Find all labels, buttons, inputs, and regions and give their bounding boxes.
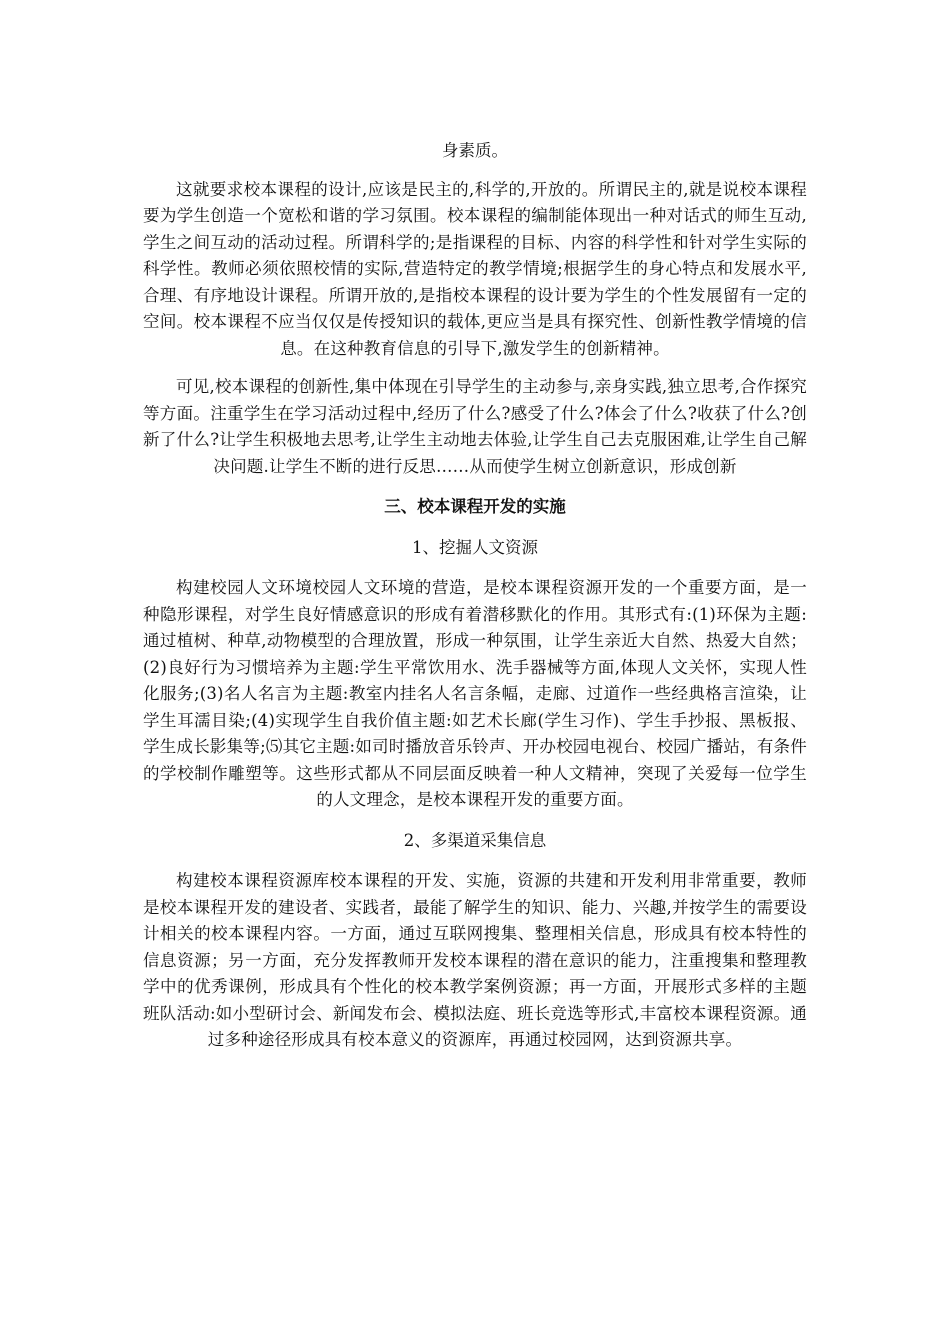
spacer: [143, 362, 807, 374]
spacer: [143, 814, 807, 828]
subsection-title-2: 2、多渠道采集信息: [403, 830, 547, 850]
subsection-title-1: 1、挖掘人文资源: [412, 537, 538, 557]
spacer: [143, 854, 807, 868]
document-page: [143, 138, 807, 1054]
spacer: [143, 480, 807, 494]
spacer: [143, 561, 807, 575]
paragraph-information-collection: 构建校本课程资源库校本课程的开发、实施，资源的共建和开发利用非常重要，教师是校本课程开发的建设者、实践者，最能了解学生的知识、能力、兴趣,并按学生的需要设计相关的校本课程内容。一方面，通过互联网搜集、整理相关信息，形成具有校本特性的信息资源；另一方面，充分发挥教师开发校本课程的潜在意识的能力，注重搜集和整理教学中的优秀课例，形成具有个性化的校本教学案例资源；再一方面，开展形式多样的主题班队活动:如小型研讨会、新闻发布会、模拟法庭、班长竞选等形式,丰富校本课程资源。通过多种途径形成具有校本意义的资源库，再通过校园网，达到资源共享。: [143, 871, 807, 1049]
paragraph-innovation: 可见,校本课程的创新性,集中体现在引导学生的主动参与,亲身实践,独立思考,合作探究等方面。注重学生在学习活动过程中,经历了什么?感受了什么?体会了什么?收获了什么?创新了什么?让学生积极地去思考,让学生主动地去体验,让学生自己去克服困难,让学生自己解决问题.让学生不断的进行反思……从而使学生树立创新意识，形成创新: [143, 377, 807, 476]
paragraph-design-principles: 这就要求校本课程的设计,应该是民主的,科学的,开放的。所谓民主的,就是说校本课程要为学生创造一个宽松和谐的学习氛围。校本课程的编制能体现出一种对话式的师生互动,学生之间互动的活动过程。所谓科学的;是指课程的目标、内容的科学性和针对学生实际的科学性。教师必须依照校情的实际,营造特定的教学情境;根据学生的身心特点和发展水平,合理、有序地设计课程。所谓开放的,是指校本课程的设计要为学生的个性发展留有一定的空间。校本课程不应当仅仅是传授知识的载体,更应当是具有探究性、创新性教学情境的信息。在这种教育信息的引导下,激发学生的创新精神。: [143, 179, 807, 358]
spacer: [143, 521, 807, 535]
paragraph-humanistic-resources: 构建校园人文环境校园人文环境的营造，是校本课程资源开发的一个重要方面，是一种隐形课程，对学生良好情感意识的形成有着潜移默化的作用。其形式有:(1)环保为主题:通过植树、种草,动物模型的合理放置，形成一种氛围，让学生亲近大自然、热爱大自然；(2)良好行为习惯培养为主题:学生平常饮用水、洗手器械等方面,体现人文关怀，实现人性化服务;(3)名人名言为主题:教室内挂名人名言条幅，走廊、过道作一些经典格言渲染，让学生耳濡目染;(4)实现学生自我价值主题:如艺术长廊(学生习作)、学生手抄报、黑板报、学生成长影集等;⑸其它主题:如司时播放音乐铃声、开办校园电视台、校园广播站，有条件的学校制作雕塑等。这些形式都从不同层面反映着一种人文精神，突现了关爱每一位学生的人文理念，是校本课程开发的重要方面。: [143, 578, 807, 809]
opening-line: 身素质。: [442, 141, 508, 160]
spacer: [143, 165, 807, 177]
section-title: 三、校本课程开发的实施: [384, 497, 566, 516]
